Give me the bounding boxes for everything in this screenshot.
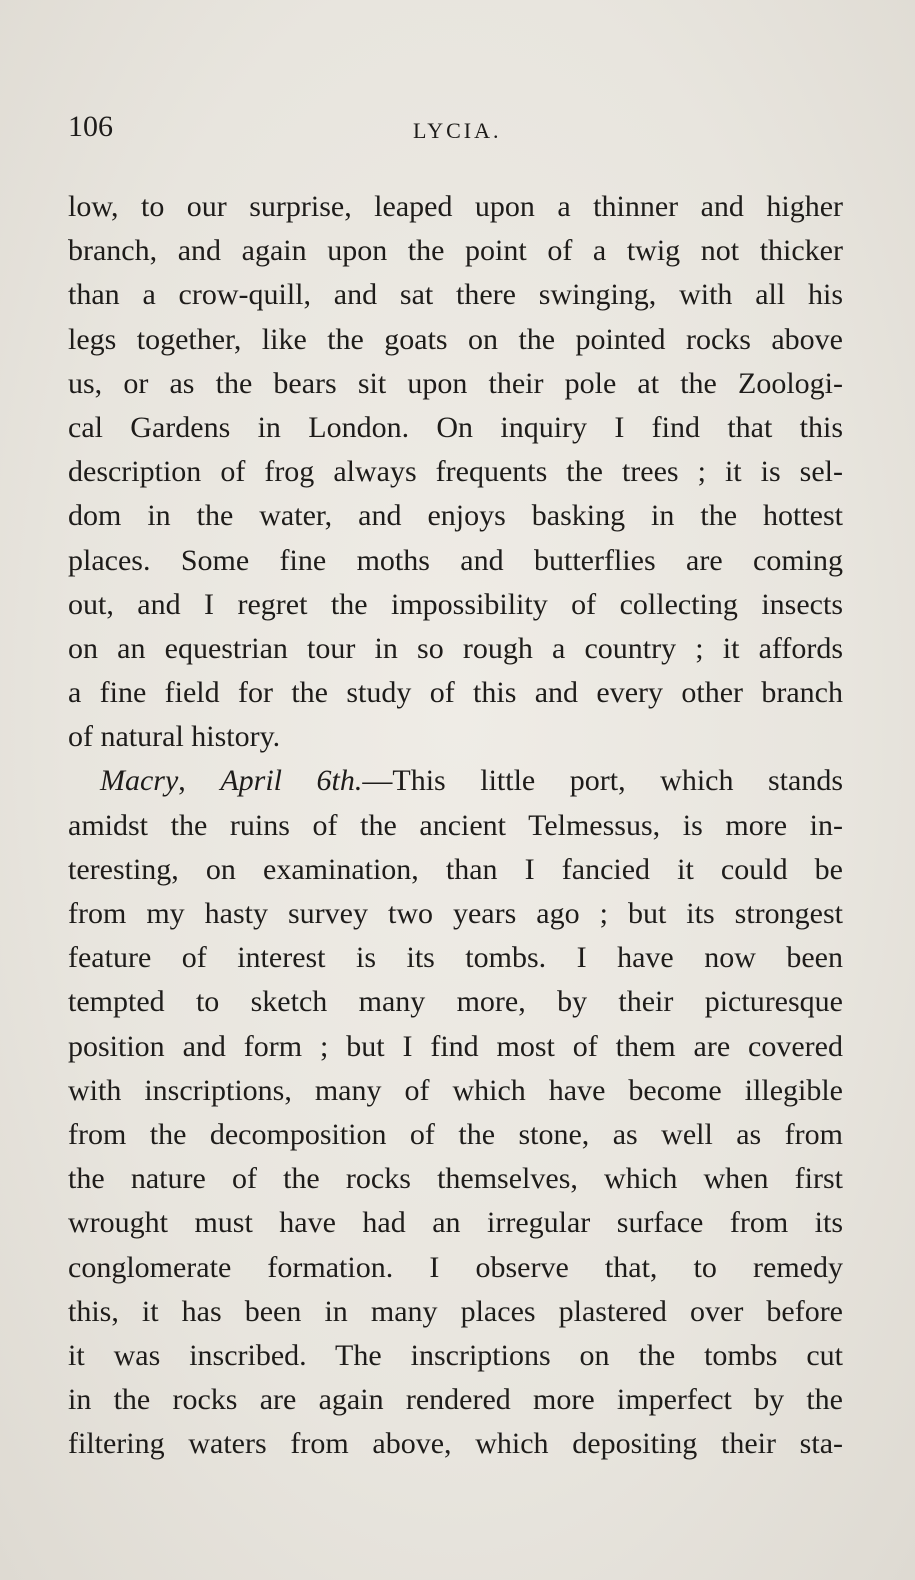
text-line: tempted to sketch many more, by their picturesque [68,985,843,1019]
entry-first-line-text: —This little port, which stands [362,764,844,798]
text-line: branch, and again upon the point of a twig not thicker [68,234,843,268]
text-line: from my hasty survey two years ago ; but its strongest [68,897,843,930]
entry-date: April 6th. [220,764,363,798]
text-line: it was inscribed. The inscriptions on the tombs cut [68,1338,843,1372]
text-line: in the rocks are again rendered more imperfect by the [68,1383,843,1417]
text-line: out, and I regret the impossibility of collecting insects [68,587,843,621]
text-line: us, or as the bears sit upon their pole at the Zoologi- [68,366,843,400]
text-line: wrought must have had an irregular surface from its [68,1206,843,1240]
text-line: a fine field for the study of this and every other branch [68,676,843,710]
text-line: the nature of the rocks themselves, which when first [68,1162,843,1196]
body-text [68,185,843,1466]
text-line: dom in the water, and enjoys basking in the hottest [68,499,843,533]
text-line: legs together, like the goats on the pointed rocks above [68,322,843,356]
text-line: teresting, on examination, than I fancied it could be [68,852,843,886]
text-line: places. Some fine moths and butterflies are coming [68,543,843,577]
text-line: cal Gardens in London. On inquiry I find that this [68,410,843,444]
text-line: filtering waters from above, which depositing their sta- [68,1427,843,1461]
text-line: feature of interest is its tombs. I have now been [68,941,843,975]
running-title: LYCIA. [413,118,502,143]
paragraph-1 [68,185,843,759]
entry-place: Macry [100,764,179,798]
text-line: description of frog always frequents the trees ; it is sel- [68,455,843,489]
entry-separator: , [178,764,221,798]
text-line: this, it has been in many places plastered over before [68,1294,843,1328]
text-line: than a crow-quill, and sat there swinging, with all his [68,278,843,312]
text-line: from the decomposition of the stone, as well as from [68,1117,843,1151]
text-line: on an equestrian tour in so rough a country ; it affords [68,631,843,665]
text-line: low, to our surprise, leaped upon a thinner and higher [68,190,843,223]
text-line: conglomerate formation. I observe that, to remedy [68,1250,843,1284]
text-line: of natural history. [68,720,281,754]
text-line: position and form ; but I find most of them are covered [68,1029,843,1063]
text-line: with inscriptions, many of which have become illegible [68,1073,843,1107]
text-line: amidst the ruins of the ancient Telmessus, is more in- [68,808,843,842]
page-number: 106 [68,110,113,143]
paragraph-first-line [68,759,843,803]
paragraph-2 [68,759,843,1466]
running-head [68,110,843,158]
